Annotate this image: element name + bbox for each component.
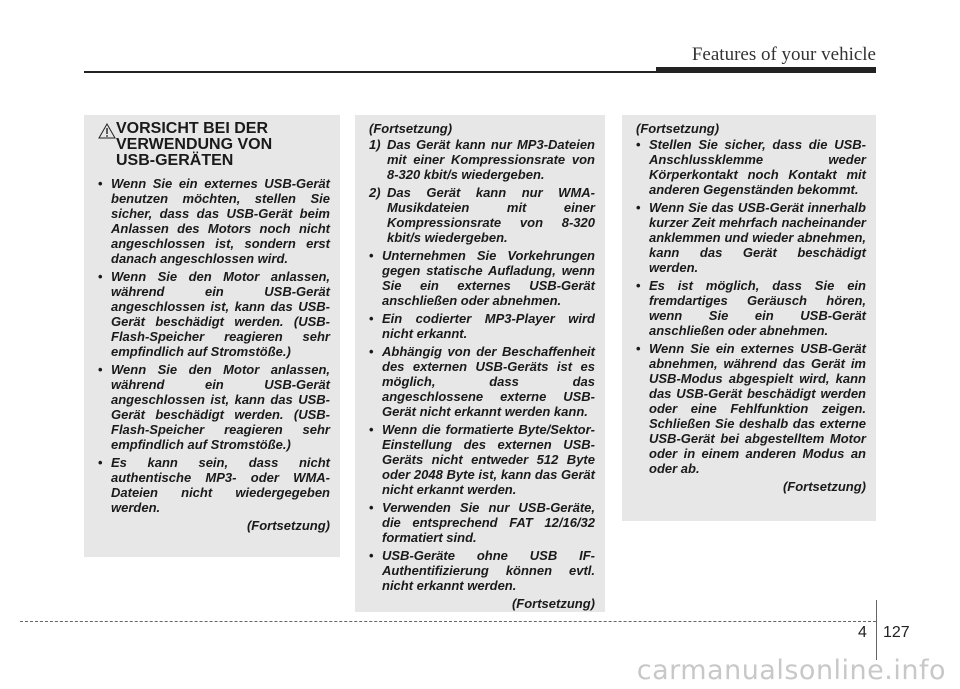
warning-triangle-icon [98, 123, 116, 139]
item-text: Das Gerät kann nur WMA-Musikdateien mit einer Kompressionsrate von 8-320 kbit/s wiedergeben. [387, 185, 595, 245]
caution-title-line: USB-GERÄTEN [116, 152, 234, 169]
watermark: carmanualsonline.info [636, 655, 946, 686]
header-rule-accent [656, 67, 876, 73]
footer-rule [20, 621, 876, 622]
list-item: • Es kann sein, dass nicht authentische MP3- oder WMA-Dateien nicht wiedergegeben werden. [98, 455, 330, 515]
continued-header: (Fortsetzung) [636, 121, 720, 136]
caution-panel-continued [355, 115, 605, 612]
list-item [369, 185, 595, 245]
list-item: • Verwenden Sie nur USB-Geräte, die entsprechend FAT 12/16/32 formatiert sind. [369, 500, 595, 545]
continued-header: (Fortsetzung) [369, 121, 453, 136]
chapter-number: 4 [858, 624, 867, 641]
caution-heading [98, 121, 330, 169]
list-item: • Wenn Sie den Motor anlassen, während ein USB-Gerät angeschlossen ist, kann das USB-Gerät beschädigt werden. (USB-Flash-Speicher reagieren sehr empfindlich auf Stromstöße.) [98, 269, 330, 359]
list-item: • Stellen Sie sicher, dass die USB-Anschlussklemme weder Körperkontakt noch Kontakt mit anderen Gegenständen bekommt. [636, 137, 866, 197]
continued-footer: (Fortsetzung) [511, 596, 595, 611]
list-item: • Ein codierter MP3-Player wird nicht erkannt. [369, 311, 595, 341]
caution-list [369, 248, 595, 593]
numbered-list [369, 137, 595, 245]
continued-footer: (Fortsetzung) [782, 479, 866, 494]
list-item: • Es ist möglich, dass Sie ein fremdartiges Geräusch hören, wenn Sie ein USB-Gerät anschließen oder abnehmen. [636, 278, 866, 338]
item-number: 1) [369, 137, 381, 152]
item-number: 2) [369, 185, 381, 200]
footer-divider [876, 600, 877, 660]
list-item: • Wenn Sie das USB-Gerät innerhalb kurzer Zeit mehrfach nacheinander anklemmen und wieder abnehmen, kann das Gerät beschädigt werden. [636, 200, 866, 275]
list-item: • Wenn Sie den Motor anlassen, während ein USB-Gerät angeschlossen ist, kann das USB-Gerät beschädigt werden. (USB-Flash-Speicher reagieren sehr empfindlich auf Stromstöße.) [98, 362, 330, 452]
list-item: • Unternehmen Sie Vorkehrungen gegen statische Aufladung, wenn Sie ein externes USB-Gerät anschließen oder abnehmen. [369, 248, 595, 308]
list-item: • USB-Geräte ohne USB IF-Authentifizierung können evtl. nicht erkannt werden. [369, 548, 595, 593]
continued-footer: (Fortsetzung) [246, 518, 330, 533]
page-number: 127 [883, 624, 910, 641]
caution-title-line: VORSICHT BEI DER [116, 120, 269, 137]
item-text: Das Gerät kann nur MP3-Dateien mit einer Kompressionsrate von 8-320 kbit/s wiedergeben. [387, 137, 595, 182]
list-item: • Wenn Sie ein externes USB-Gerät abnehmen, während das Gerät im USB-Modus abgespielt wird, kann das USB-Gerät beschädigt werden oder eine Fehlfunktion zeigen. Schließen Sie deshalb das externe USB-Gerät bei abgestelltem Motor oder in einem anderen Modus an oder ab. [636, 341, 866, 476]
list-item: • Abhängig von der Beschaffenheit des externen USB-Geräts ist es möglich, dass das angeschlossene externe USB-Gerät nicht erkannt werden kann. [369, 344, 595, 419]
caution-list [636, 137, 866, 476]
caution-panel [84, 115, 340, 557]
list-item [369, 137, 595, 182]
list-item: • Wenn die formatierte Byte/Sektor-Einstellung des externen USB-Geräts nicht entweder 512 Byte oder 2048 Byte ist, kann das Gerät nicht erkannt werden. [369, 422, 595, 497]
list-item: • Wenn Sie ein externes USB-Gerät benutzen möchten, stellen Sie sicher, dass das USB-Gerät beim Anlassen des Motors noch nicht angeschlossen ist, sondern erst danach angeschlossen wird. [98, 176, 330, 266]
caution-title-line: VERWENDUNG VON [116, 136, 273, 153]
section-title: Features of your vehicle [691, 44, 876, 65]
caution-list [98, 176, 330, 515]
caution-panel-continued [622, 115, 876, 521]
